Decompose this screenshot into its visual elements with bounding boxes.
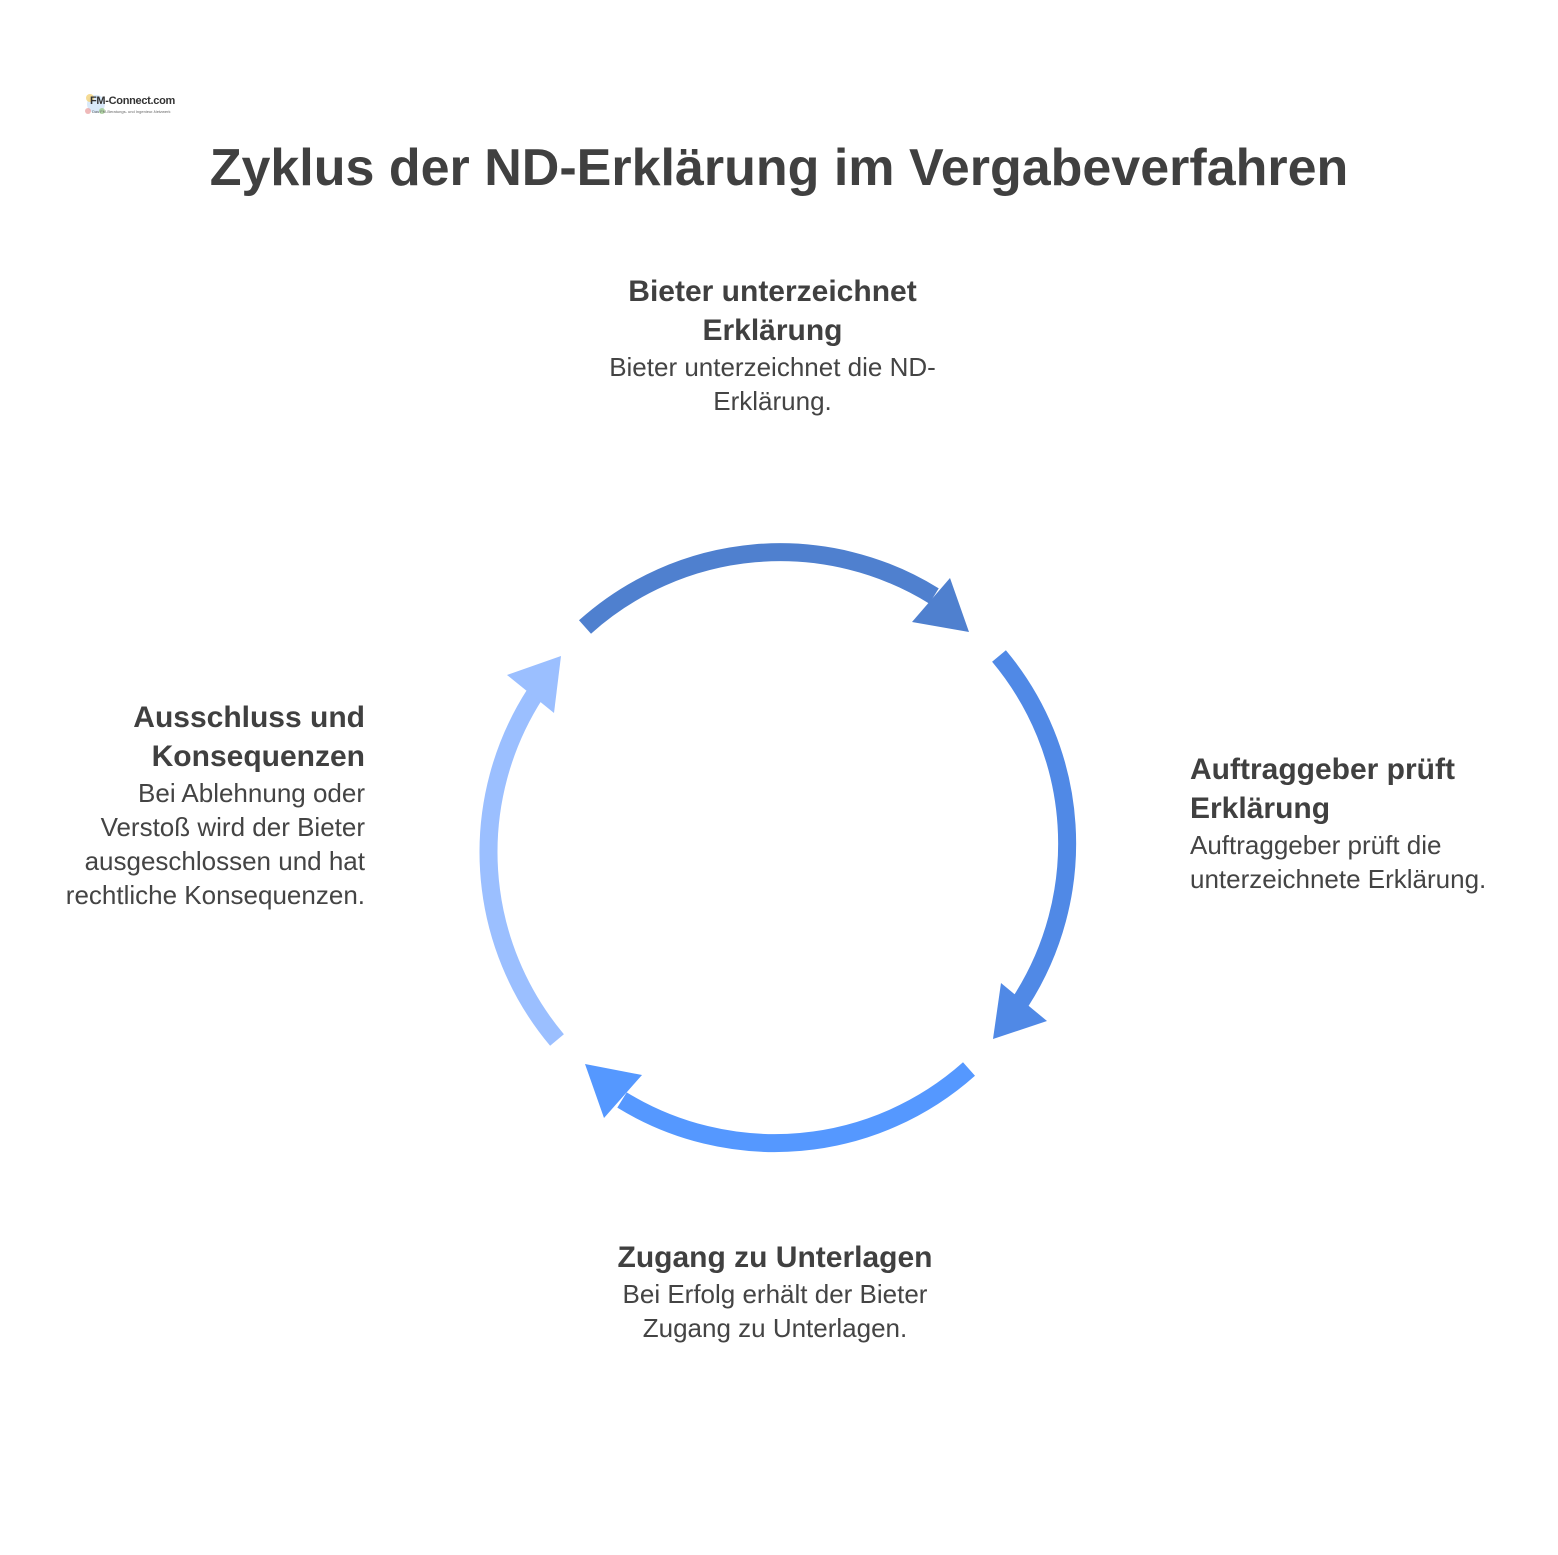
stage-description: Bei Erfolg erhält der Bieter Zugang zu Unterlagen. — [622, 1279, 928, 1343]
stage-description: Auftraggeber prüft die unterzeichnete Erklärung. — [1190, 830, 1487, 894]
stage-description: Bei Ablehnung oder Verstoß wird der Bieter ausgeschlossen und hat rechtliche Konsequenzen. — [65, 778, 365, 910]
stage-left — [55, 698, 365, 912]
stage-title: Zugang zu Unterlagen — [617, 1241, 933, 1274]
stage-title: Ausschluss und Konsequenzen — [133, 701, 365, 773]
cycle-arrow-left-top — [489, 656, 561, 1040]
stage-title: Auftraggeber prüft Erklärung — [1190, 753, 1455, 825]
logo-tagline: Das FM-Beratungs- und Ingenieur-Netzwerk — [92, 109, 171, 114]
stage-title: Bieter unterzeichnet Erklärung — [628, 275, 917, 347]
stage-right — [1190, 750, 1510, 896]
cycle-arrow-right-bottom — [993, 656, 1067, 1039]
page-title: Zyklus der ND-Erklärung im Vergabeverfahren — [209, 139, 1349, 197]
logo-text: FM-Connect.com — [90, 95, 176, 107]
stage-description: Bieter unterzeichnet die ND-Erklärung. — [609, 352, 936, 416]
stage-top — [600, 272, 945, 418]
stage-bottom — [610, 1238, 940, 1345]
cycle-arrow-top-right — [585, 552, 969, 632]
cycle-arrow-bottom-left — [585, 1064, 969, 1143]
